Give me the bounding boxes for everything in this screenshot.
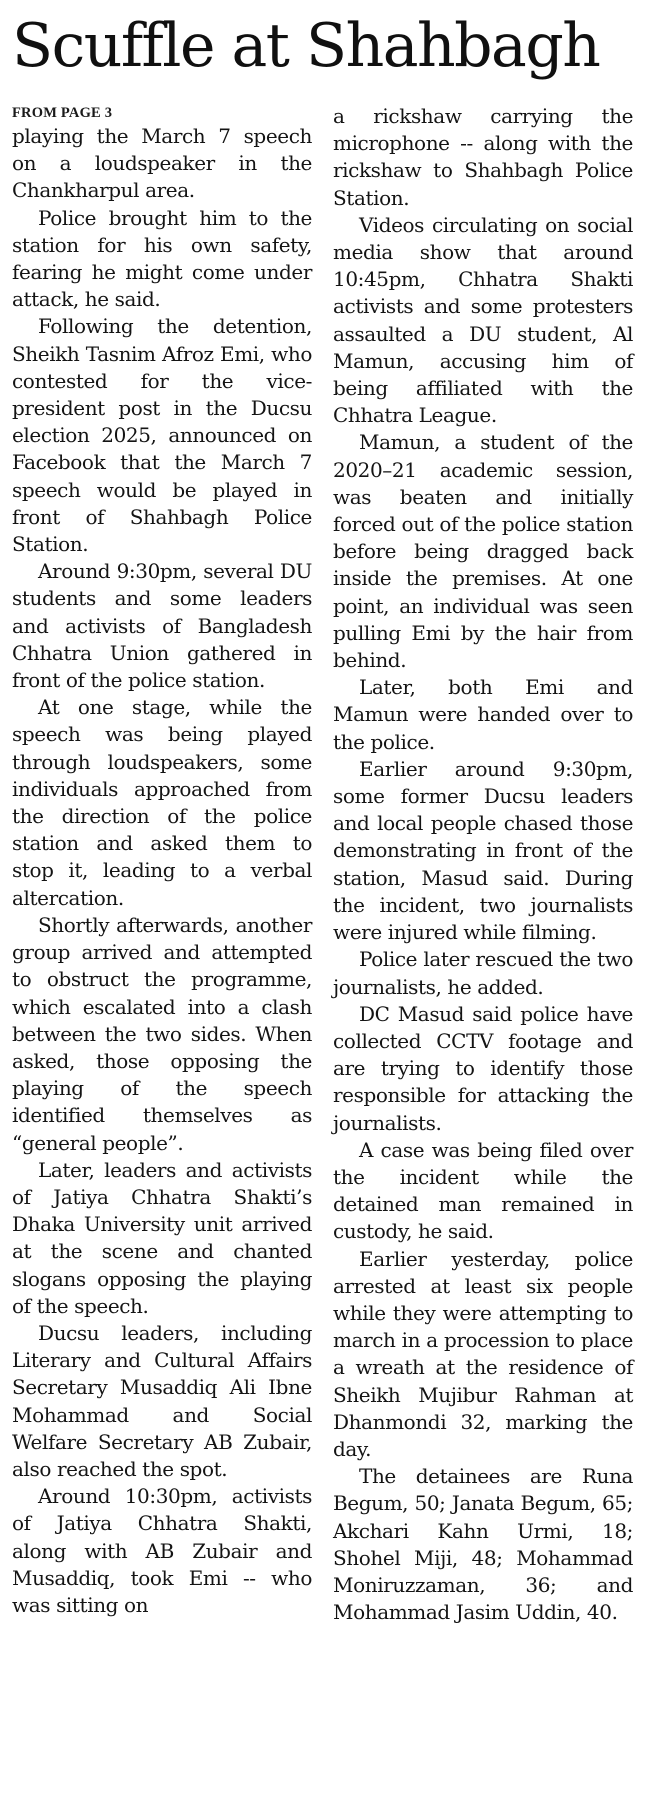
paragraph: Later, both Emi and Mamun were handed over to the police. (333, 675, 633, 754)
paragraph: Ducsu leaders, including Literary and Cultural Affairs Secretary Musaddiq Ali Ibne Mohammad and Social Welfare Secretary AB Zubair, also reached the spot. (12, 1320, 312, 1481)
article-column-right (333, 103, 633, 1626)
paragraph: DC Masud said police have collected CCTV footage and are trying to identify those responsible for attacking the journalists. (333, 1001, 633, 1135)
paragraph: playing the March 7 speech on a loudspeaker in the Chankharpul area. (12, 124, 312, 203)
paragraph: Mamun, a student of the 2020–21 academic session, was beaten and initially forced out of the police station before being dragged back inside the premises. At one point, an individual was seen pulling Emi by the hair from behind. (333, 430, 633, 673)
paragraph: a rickshaw carrying the microphone -- along with the rickshaw to Shahbagh Police Station. (333, 104, 633, 210)
paragraph: Police brought him to the station for his own safety, fearing he might come under attack, he said. (12, 205, 312, 312)
article-headline: Scuffle at Shahbagh (12, 11, 600, 81)
paragraph: Videos circulating on social media show that around 10:45pm, Chhatra Shakti activists and some protesters assaulted a DU student, Al Mamun, accusing him of being affiliated with the Chhatra League. (333, 212, 633, 428)
jump-label: FROM PAGE 3 (12, 105, 113, 121)
paragraph: Around 9:30pm, several DU students and some leaders and activists of Bangladesh Chhatra Union gathered in front of the police station. (12, 559, 312, 693)
paragraph: Later, leaders and activists of Jatiya Chhatra Shakti’s Dhaka University unit arrived at the scene and chanted slogans opposing the playing of the speech. (12, 1157, 312, 1318)
paragraph: Earlier yesterday, police arrested at least six people while they were attempting to march in a procession to place a wreath at the residence of Sheikh Mujibur Rahman at Dhanmondi 32, marking the day. (333, 1246, 633, 1461)
paragraph: Following the detention, Sheikh Tasnim Afroz Emi, who contested for the vice-president post in the Ducsu election 2025, announced on Facebook that the March 7 speech would be played in front of Shahbagh Police Station. (12, 314, 312, 557)
paragraph: The detainees are Runa Begum, 50; Janata Begum, 65; Akchari Kahn Urmi, 18; Shohel Miji, 48; Mohammad Moniruzzaman, 36; and Mohammad Jasim Uddin, 40. (333, 1464, 633, 1625)
paragraph: Earlier around 9:30pm, some former Ducsu leaders and local people chased those demonstrating in front of the station, Masud said. During the incident, two journalists were injured while filming. (333, 756, 633, 945)
paragraph: Police later rescued the two journalists, he added. (333, 947, 633, 999)
article-column-left (12, 103, 312, 1619)
paragraph: A case was being filed over the incident while the detained man remained in custody, he said. (333, 1137, 633, 1244)
paragraph: Shortly afterwards, another group arrived and attempted to obstruct the programme, which escalated into a clash between the two sides. When asked, those opposing the playing of the speech identified themselves as “general people”. (12, 912, 312, 1155)
paragraph: At one stage, while the speech was being played through loudspeakers, some individuals approached from the direction of the police station and asked them to stop it, leading to a verbal altercation. (12, 695, 312, 910)
paragraph: Around 10:30pm, activists of Jatiya Chhatra Shakti, along with AB Zubair and Musaddiq, took Emi -- who was sitting on (12, 1484, 312, 1617)
